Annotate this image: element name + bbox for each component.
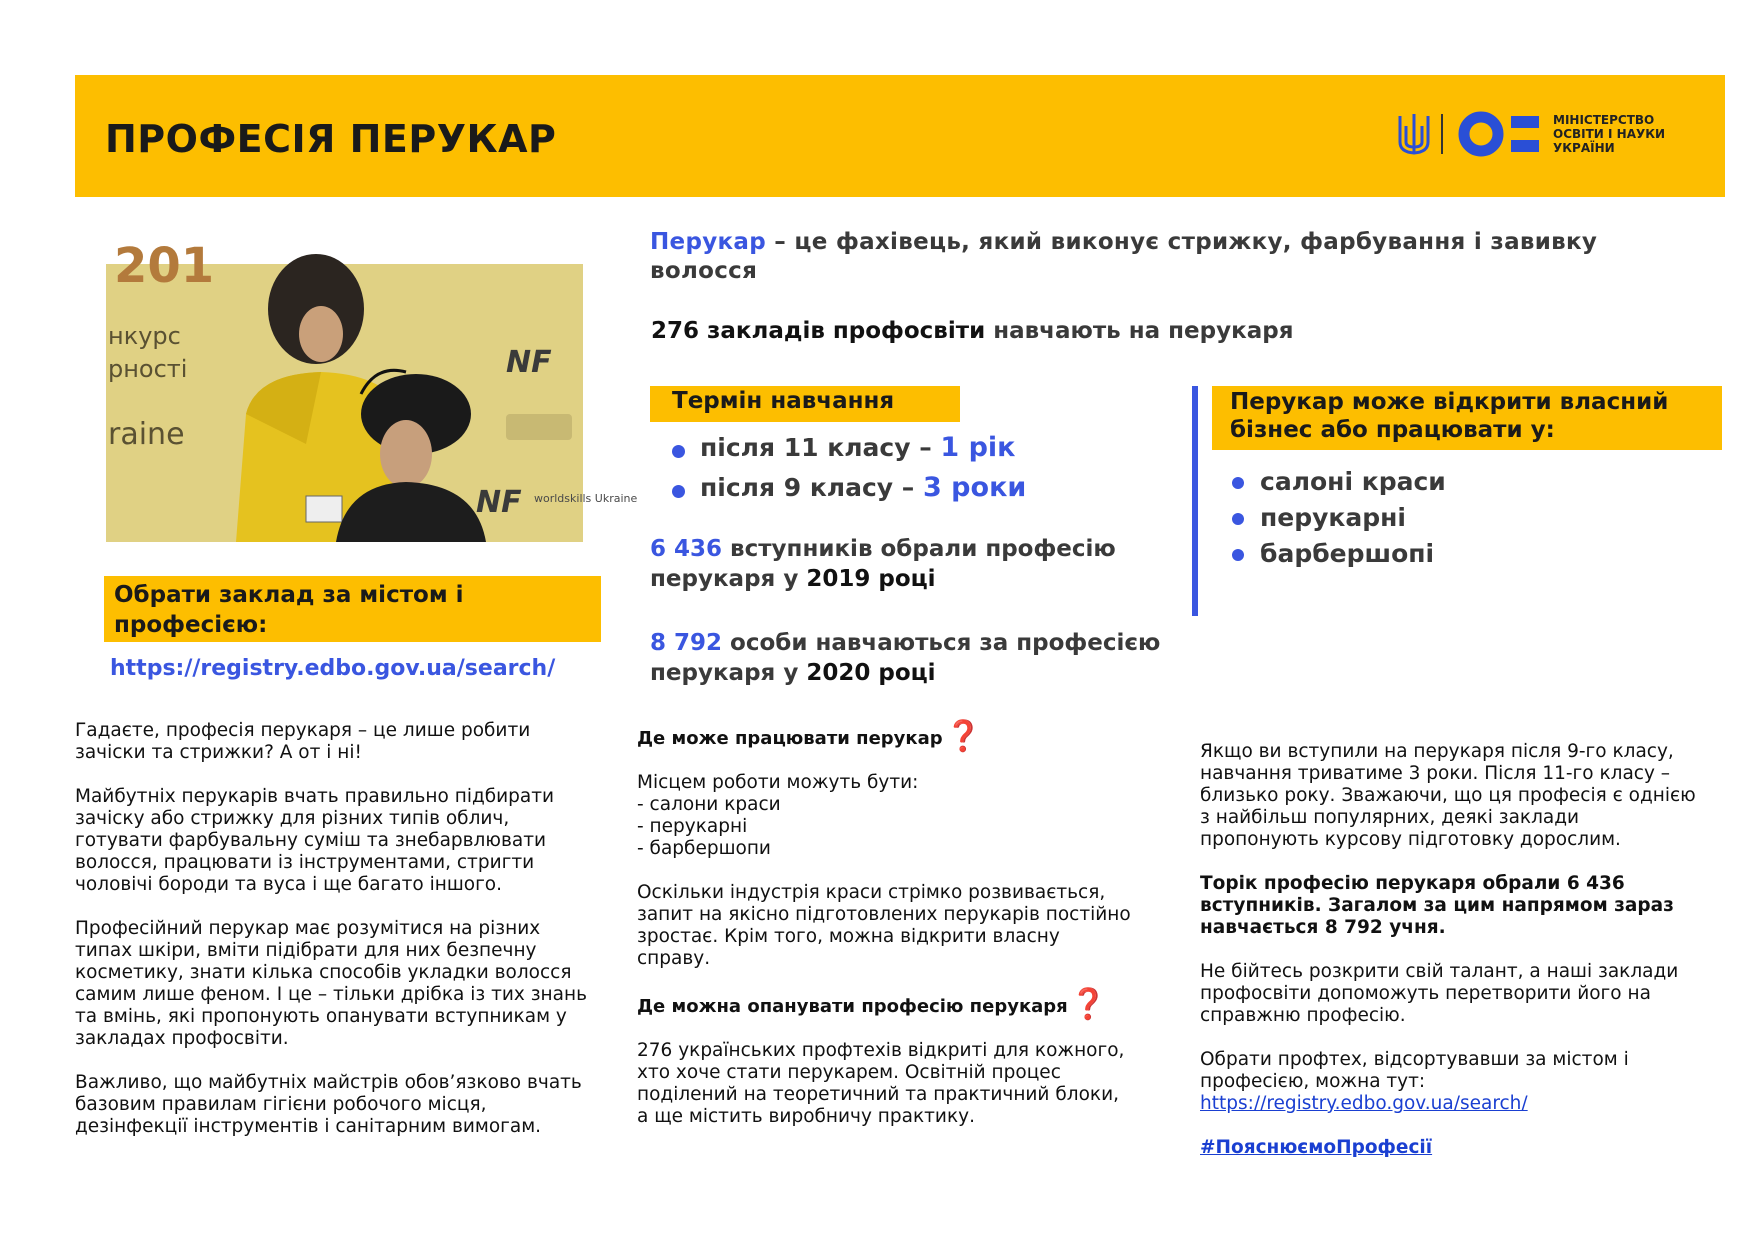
business-item: барбершопі — [1232, 536, 1446, 572]
paragraph: Важливо, що майбутніх майстрів обов’язково вчать базовим правилам гігієни робочого місця, дезінфекції інструментів і санітарним вимогам. — [75, 1072, 582, 1137]
study-term-item — [672, 428, 1026, 468]
study-term-title: Термін навчання — [672, 388, 895, 414]
paragraph: Якщо ви вступили на перукаря після 9-го класу, навчання триватиме 3 роки. Після 11-го класу – близько року. Зважаючи, що ця професія є однією з найбільш популярних, деякі заклади пропонують курсову підготовку дорослим. — [1200, 741, 1696, 850]
workplace-intro: Місцем роботи можуть бути: — [637, 772, 919, 793]
section-heading — [637, 987, 1132, 1022]
photo-logo-nf-2: NF — [476, 485, 522, 520]
students-stat — [650, 628, 1170, 688]
column-left — [75, 720, 590, 1160]
study-term-value: 3 роки — [923, 472, 1027, 503]
business-item: салоні краси — [1232, 464, 1446, 500]
page-title: ПРОФЕСІЯ ПЕРУКАР — [105, 117, 557, 161]
business-title: Перукар може відкрити власний бізнес або працювати у: — [1230, 389, 1669, 443]
photo-sign-fahovosti: рності — [108, 355, 188, 383]
photo-sign-konkurs: нкурс — [108, 322, 181, 350]
photo-illustration — [106, 238, 638, 542]
trident-icon — [1397, 112, 1431, 156]
students-text: особи навчаються за професією перукаря у — [650, 630, 1161, 686]
ministry-logo — [1397, 109, 1673, 159]
column-middle — [637, 719, 1132, 1150]
mon-mark-icon — [1457, 110, 1543, 158]
workplace-item: - перукарні — [637, 816, 748, 837]
photo-logo-nf-1: NF — [506, 345, 552, 380]
hashtag-link[interactable]: #ПояснюємоПрофесії — [1200, 1137, 1433, 1158]
registry-link-inline[interactable]: https://registry.edbo.gov.ua/search/ — [1200, 1093, 1528, 1114]
study-term-list — [672, 428, 1026, 508]
applicants-number: 6 436 — [650, 536, 723, 562]
institutions-count — [651, 316, 1293, 346]
applicants-year: 2019 році — [806, 566, 936, 592]
definition-text — [650, 228, 1650, 286]
section-heading-text: Де може працювати перукар — [637, 728, 943, 749]
vertical-accent-line — [1192, 386, 1198, 616]
paragraph: Професійний перукар має розумітися на різних типах шкіри, вміти підібрати для них безпечну косметику, знати кілька способів укладки волосся самим лише феном. І це – тільки дрібка із тих знань та вмінь, які пропонують опанувати вступникам у закладах профосвіти. — [75, 918, 587, 1049]
photo-sign-year: 201 — [114, 238, 215, 294]
study-term-label: після 9 класу – — [700, 473, 923, 502]
paragraph-text: Обрати профтех, відсортувавши за містом і професією, можна тут: — [1200, 1049, 1629, 1092]
workplace-item: - барбершопи — [637, 838, 771, 859]
logo-divider — [1441, 114, 1443, 154]
header-banner — [75, 75, 1725, 197]
paragraph: Не бійтесь розкрити свій талант, а наші заклади профосвіти допоможуть перетворити його на справжню професію. — [1200, 961, 1679, 1026]
question-mark-icon: ❓ — [944, 719, 982, 754]
choose-title: Обрати заклад за містом і професією: — [114, 582, 464, 638]
paragraph: Оскільки індустрія краси стрімко розвивається, запит на якісно підготовлених перукарів постійно зростає. Крім того, можна відкрити власну справу. — [637, 882, 1131, 969]
question-mark-icon: ❓ — [1069, 987, 1108, 1022]
study-term-label: після 11 класу – — [700, 433, 941, 462]
institutions-count-bold: 276 закладів профосвіти — [651, 318, 986, 344]
paragraph-bold: Торік професію перукаря обрали 6 436 вступників. Загалом за цим напрямом зараз навчається 8 792 учня. — [1200, 873, 1674, 938]
study-term-value: 1 рік — [940, 432, 1016, 463]
business-item: перукарні — [1232, 500, 1446, 536]
paragraph — [1200, 1137, 1700, 1159]
ministry-name: МІНІСТЕРСТВО ОСВІТИ І НАУКИ УКРАЇНИ — [1553, 113, 1666, 155]
section-heading-text: Де можна опанувати професію перукаря — [637, 996, 1068, 1017]
photo-sign-ukraine: raine — [108, 417, 185, 452]
applicants-text: вступників обрали професію перукаря у — [650, 536, 1116, 592]
study-term-item — [672, 468, 1026, 508]
institutions-count-rest: навчають на перукаря — [985, 318, 1294, 344]
registry-link[interactable]: https://registry.edbo.gov.ua/search/ — [110, 656, 556, 681]
section-heading — [637, 719, 1132, 754]
students-number: 8 792 — [650, 630, 723, 656]
photo-sign-worldskills: worldskills Ukraine — [534, 492, 638, 505]
definition-term: Перукар — [650, 229, 766, 255]
paragraph — [1200, 1049, 1700, 1115]
paragraph: Майбутніх перукарів вчать правильно підбирати зачіску або стрижку для різних типів облич, готувати фарбувальну суміш та знебарвлювати волосся, працювати із інструментами, стригти чоловічі бороди та вуса і ще багато іншого. — [75, 786, 555, 895]
workplace-item: - салони краси — [637, 794, 781, 815]
hairdresser-photo — [106, 238, 638, 542]
applicants-stat — [650, 534, 1170, 594]
paragraph — [637, 772, 1132, 860]
definition-body: – це фахівець, який виконує стрижку, фарбування і завивку волосся — [650, 229, 1598, 284]
students-year: 2020 році — [806, 660, 936, 686]
paragraph: 276 українських профтехів відкриті для кожного, хто хоче стати перукарем. Освітній процес поділений на теоретичний та практичний блоки, а ще містить виробничу практику. — [637, 1040, 1125, 1127]
business-list — [1232, 464, 1446, 572]
column-right — [1200, 741, 1700, 1181]
paragraph: Гадаєте, професія перукаря – це лише робити зачіски та стрижки? А от і ні! — [75, 720, 531, 763]
